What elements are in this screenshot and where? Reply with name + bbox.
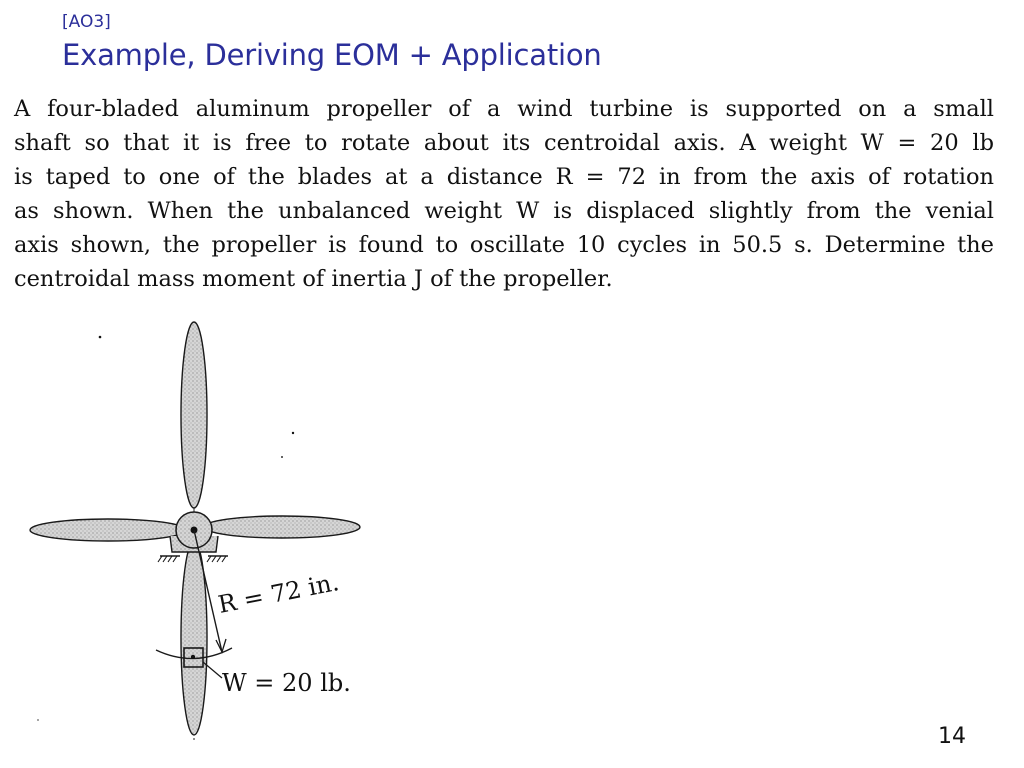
problem-statement bbox=[14, 92, 994, 296]
propeller-figure bbox=[0, 300, 420, 760]
blade-right bbox=[204, 516, 360, 538]
page-number: 14 bbox=[938, 724, 966, 749]
problem-line: A four-bladed aluminum propeller of a wind turbine is supported on a small bbox=[14, 96, 994, 122]
speck bbox=[99, 336, 102, 339]
section-tag: [AO3] bbox=[62, 12, 111, 32]
problem-line: shaft so that it is free to rotate about its centroidal axis. A weight W = 20 lb bbox=[14, 130, 994, 156]
problem-line: centroidal mass moment of inertia J of the propeller. bbox=[14, 266, 613, 292]
speck bbox=[292, 432, 294, 434]
slide-title: Example, Deriving EOM + Application bbox=[62, 38, 602, 72]
problem-line: is taped to one of the blades at a distance R = 72 in from the axis of rotation bbox=[14, 164, 994, 190]
weight-label: W = 20 lb. bbox=[222, 669, 351, 697]
speck bbox=[37, 719, 39, 721]
blade-top bbox=[181, 322, 207, 508]
weight-center bbox=[191, 655, 195, 659]
blade-left bbox=[30, 519, 186, 541]
problem-line: axis shown, the propeller is found to oscillate 10 cycles in 50.5 s. Determine the bbox=[14, 232, 994, 258]
problem-line: as shown. When the unbalanced weight W is displaced slightly from the venial bbox=[14, 198, 994, 224]
speck bbox=[281, 456, 283, 458]
radius-label: R = 72 in. bbox=[215, 568, 342, 619]
